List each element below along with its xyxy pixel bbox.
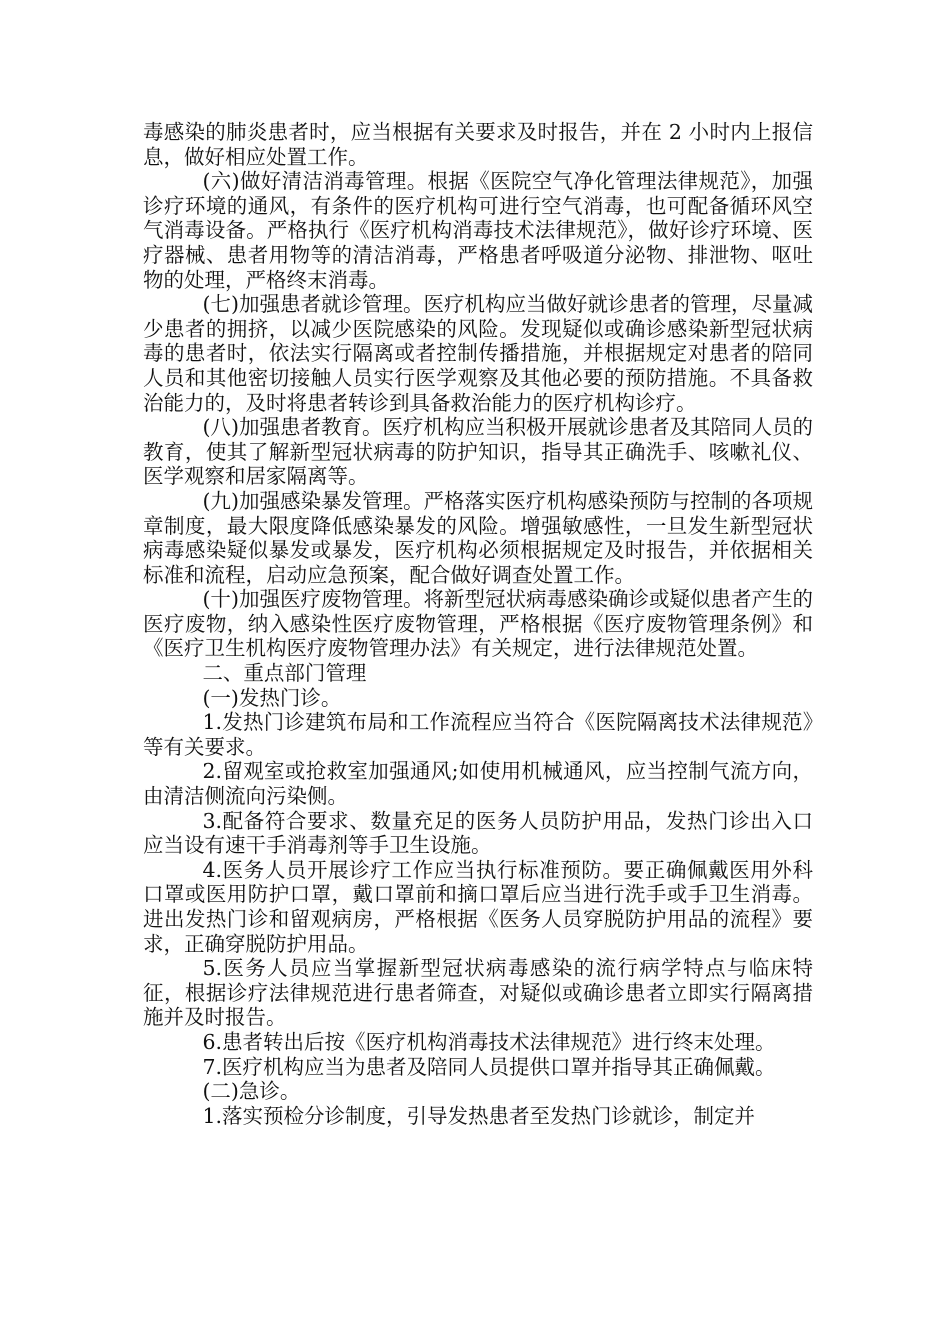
list-item-emergency-1: 1.落实预检分诊制度，引导发热患者至发热门诊就诊，制定并 xyxy=(202,1103,755,1128)
paragraph-patient-education: (八)加强患者教育。医疗机构应当积极开展就诊患者及其陪同人员的教育，使其了解新型冠状病毒的防护知识，指导其正确洗手、咳嗽礼仪、医学观察和居家隔离等。 xyxy=(143,415,813,489)
subheading-fever-clinic: (一)发热门诊。 xyxy=(202,685,342,710)
document-body xyxy=(143,120,813,1128)
subheading-emergency: (二)急诊。 xyxy=(202,1079,301,1104)
paragraph-patient-visit-management: (七)加强患者就诊管理。医疗机构应当做好就诊患者的管理，尽量减少患者的拥挤，以减少医院感染的风险。发现疑似或确诊感染新型冠状病毒的患者时，依法实行隔离或者控制传播措施，并根据规定对患者的陪同人员和其他密切接触人员实行医学观察及其他必要的预防措施。不具备救治能力的，及时将患者转诊到具备救治能力的医疗机构诊疗。 xyxy=(143,292,813,415)
list-item-fever-7: 7.医疗机构应当为患者及陪同人员提供口罩并指导其正确佩戴。 xyxy=(202,1054,776,1079)
paragraph-outbreak-management: (九)加强感染暴发管理。严格落实医疗机构感染预防与控制的各项规章制度，最大限度降低感染暴发的风险。增强敏感性，一旦发生新型冠状病毒感染疑似暴发或暴发，医疗机构必须根据规定及时报告，并依据相关标准和流程，启动应急预案，配合做好调查处置工作。 xyxy=(143,488,813,587)
list-item-fever-2: 2.留观室或抢救室加强通风;如使用机械通风，应当控制气流方向，由清洁侧流向污染侧。 xyxy=(143,759,813,809)
list-item-fever-3: 3.配备符合要求、数量充足的医务人员防护用品，发热门诊出入口应当设有速干手消毒剂等手卫生设施。 xyxy=(143,808,813,858)
paragraph-continuation: 毒感染的肺炎患者时，应当根据有关要求及时报告，并在 2 小时内上报信息，做好相应处置工作。 xyxy=(143,120,813,169)
section-heading-key-departments: 二、重点部门管理 xyxy=(202,661,367,686)
paragraph-cleaning-disinfection: (六)做好清洁消毒管理。根据《医院空气净化管理法律规范》，加强诊疗环境的通风，有条件的医疗机构可进行空气消毒，也可配备循环风空气消毒设备。严格执行《医疗机构消毒技术法律规范》，做好诊疗环境、医疗器械、患者用物等的清洁消毒，严格患者呼吸道分泌物、排泄物、呕吐物的处理，严格终末消毒。 xyxy=(143,169,813,292)
paragraph-medical-waste: (十)加强医疗废物管理。将新型冠状病毒感染确诊或疑似患者产生的医疗废物，纳入感染性医疗废物管理，严格根据《医疗废物管理条例》和《医疗卫生机构医疗废物管理办法》有关规定，进行法律规范处置。 xyxy=(143,587,813,661)
list-item-fever-1: 1.发热门诊建筑布局和工作流程应当符合《医院隔离技术法律规范》等有关要求。 xyxy=(143,710,813,759)
list-item-fever-4: 4.医务人员开展诊疗工作应当执行标准预防。要正确佩戴医用外科口罩或医用防护口罩，戴口罩前和摘口罩后应当进行洗手或手卫生消毒。进出发热门诊和留观病房，严格根据《医务人员穿脱防护用品的流程》要求，正确穿脱防护用品。 xyxy=(143,857,813,956)
list-item-fever-6: 6.患者转出后按《医疗机构消毒技术法律规范》进行终末处理。 xyxy=(202,1029,776,1054)
list-item-fever-5: 5.医务人员应当掌握新型冠状病毒感染的流行病学特点与临床特征，根据诊疗法律规范进行患者筛查，对疑似或确诊患者立即实行隔离措施并及时报告。 xyxy=(143,956,813,1030)
